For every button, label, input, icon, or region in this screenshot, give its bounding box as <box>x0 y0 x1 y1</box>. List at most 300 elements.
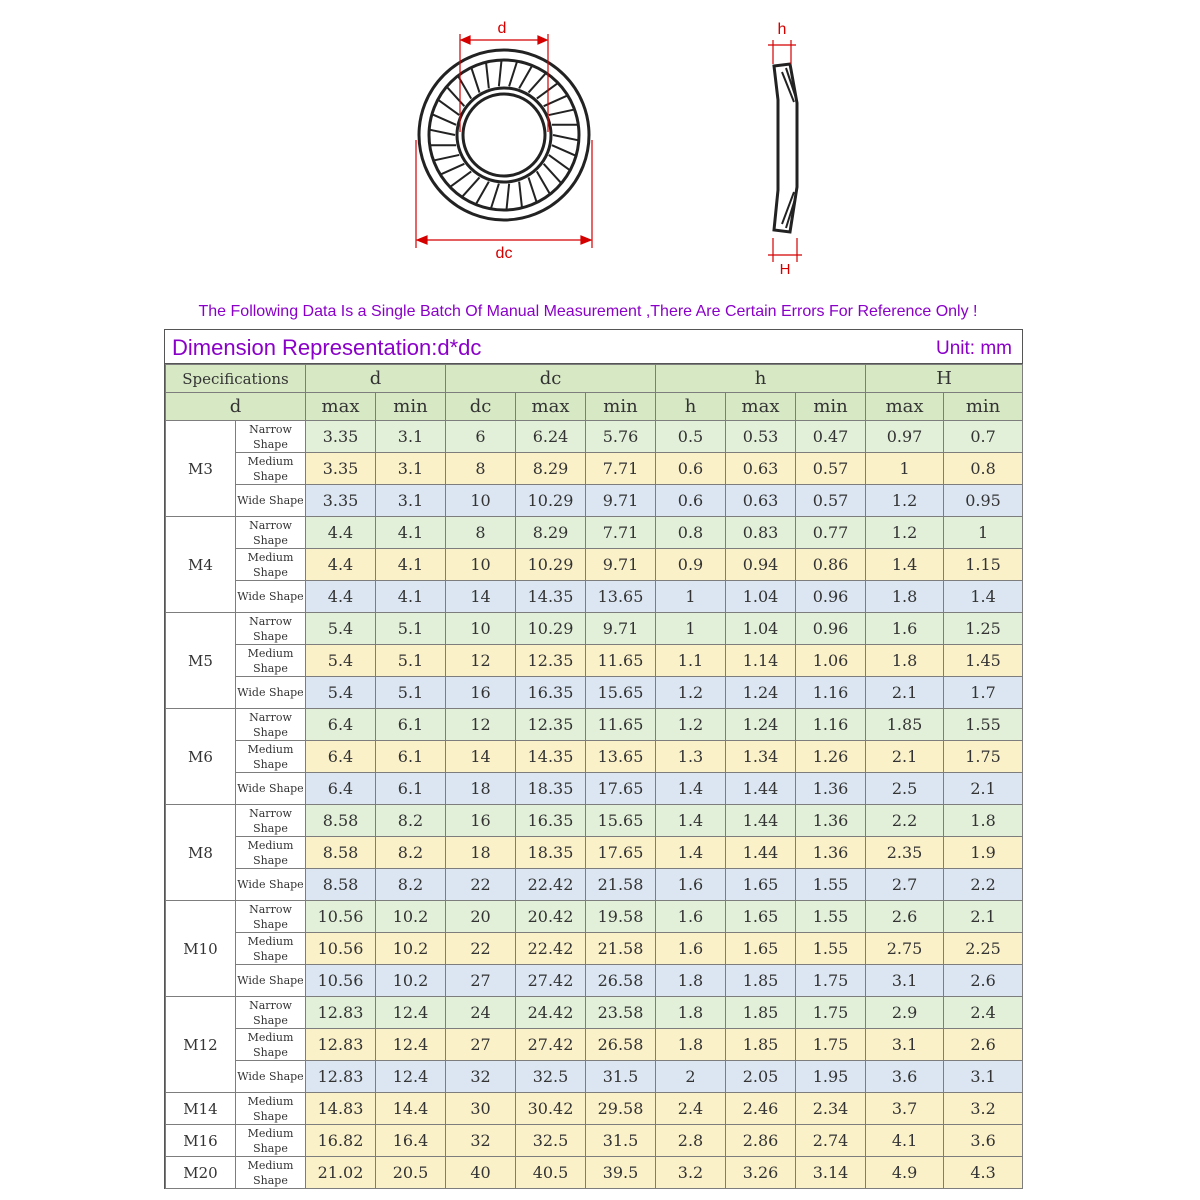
value-cell: 10.56 <box>306 933 376 965</box>
label-d: d <box>497 20 507 37</box>
serration-line <box>472 68 480 92</box>
table-row <box>166 709 1023 741</box>
value-cell: 3.7 <box>866 1093 944 1125</box>
shape-cell: Narrow Shape <box>236 997 306 1029</box>
serration-line <box>507 184 510 209</box>
serration-line <box>529 177 537 201</box>
shape-cell: Medium Shape <box>236 453 306 485</box>
value-cell: 14 <box>446 581 516 613</box>
value-cell: 1.26 <box>796 741 866 773</box>
value-cell: 2.46 <box>726 1093 796 1125</box>
value-cell: 6.4 <box>306 773 376 805</box>
label-H: H <box>779 261 791 278</box>
value-cell: 18 <box>446 773 516 805</box>
value-cell: 17.65 <box>586 837 656 869</box>
table-title-bar <box>165 330 1022 364</box>
value-cell: 1.75 <box>796 1029 866 1061</box>
value-cell: 8.2 <box>376 869 446 901</box>
serration-line <box>519 66 532 88</box>
serration-line <box>439 100 460 115</box>
value-cell: 1 <box>656 581 726 613</box>
value-cell: 6 <box>446 421 516 453</box>
value-cell: 4.4 <box>306 517 376 549</box>
dimension-table <box>165 364 1023 1189</box>
value-cell: 31.5 <box>586 1125 656 1157</box>
value-cell: 5.4 <box>306 677 376 709</box>
serration-line <box>519 182 522 207</box>
value-cell: 1.1 <box>656 645 726 677</box>
value-cell: 2.75 <box>866 933 944 965</box>
value-cell: 2.05 <box>726 1061 796 1093</box>
value-cell: 4.9 <box>866 1157 944 1189</box>
value-cell: 3.35 <box>306 485 376 517</box>
value-cell: 17.65 <box>586 773 656 805</box>
subheader-H-min: min <box>944 393 1023 421</box>
value-cell: 3.1 <box>866 965 944 997</box>
value-cell: 1.36 <box>796 805 866 837</box>
shape-cell: Wide Shape <box>236 581 306 613</box>
table-row <box>166 1061 1023 1093</box>
value-cell: 0.9 <box>656 549 726 581</box>
shape-cell: Medium Shape <box>236 1093 306 1125</box>
value-cell: 2.6 <box>944 965 1023 997</box>
value-cell: 3.35 <box>306 453 376 485</box>
front-view <box>419 50 589 220</box>
serration-line <box>430 130 455 135</box>
table-row <box>166 741 1023 773</box>
value-cell: 1.04 <box>726 613 796 645</box>
value-cell: 4.1 <box>376 581 446 613</box>
value-cell: 2.8 <box>656 1125 726 1157</box>
header-row-1 <box>166 365 1023 393</box>
value-cell: 2.4 <box>944 997 1023 1029</box>
value-cell: 23.58 <box>586 997 656 1029</box>
value-cell: 0.95 <box>944 485 1023 517</box>
value-cell: 1.44 <box>726 837 796 869</box>
value-cell: 1.8 <box>866 645 944 677</box>
value-cell: 1.16 <box>796 709 866 741</box>
dimension-table-panel <box>164 329 1023 1189</box>
value-cell: 3.6 <box>944 1125 1023 1157</box>
value-cell: 12 <box>446 645 516 677</box>
value-cell: 1.75 <box>944 741 1023 773</box>
value-cell: 2.2 <box>866 805 944 837</box>
value-cell: 3.1 <box>944 1061 1023 1093</box>
value-cell: 31.5 <box>586 1061 656 1093</box>
value-cell: 0.63 <box>726 453 796 485</box>
serration-line <box>509 62 517 86</box>
value-cell: 32.5 <box>516 1125 586 1157</box>
size-cell: M4 <box>166 517 236 613</box>
table-row <box>166 773 1023 805</box>
value-cell: 1.85 <box>726 965 796 997</box>
value-cell: 0.96 <box>796 581 866 613</box>
shape-cell: Wide Shape <box>236 1061 306 1093</box>
value-cell: 21.58 <box>586 933 656 965</box>
value-cell: 2 <box>656 1061 726 1093</box>
value-cell: 1.24 <box>726 709 796 741</box>
serration-line <box>486 63 489 88</box>
table-row <box>166 549 1023 581</box>
value-cell: 1.4 <box>944 581 1023 613</box>
value-cell: 1.2 <box>656 677 726 709</box>
shape-cell: Wide Shape <box>236 677 306 709</box>
serration-line <box>553 135 578 140</box>
value-cell: 10 <box>446 485 516 517</box>
serration-line <box>549 110 574 115</box>
value-cell: 11.65 <box>586 645 656 677</box>
value-cell: 1.75 <box>796 965 866 997</box>
value-cell: 24.42 <box>516 997 586 1029</box>
washer-serrations <box>430 61 578 209</box>
value-cell: 19.58 <box>586 901 656 933</box>
value-cell: 5.1 <box>376 677 446 709</box>
value-cell: 16.82 <box>306 1125 376 1157</box>
value-cell: 3.2 <box>656 1157 726 1189</box>
value-cell: 3.2 <box>944 1093 1023 1125</box>
value-cell: 0.57 <box>796 485 866 517</box>
shape-cell: Medium Shape <box>236 837 306 869</box>
value-cell: 1.85 <box>726 1029 796 1061</box>
shape-cell: Medium Shape <box>236 1157 306 1189</box>
value-cell: 27.42 <box>516 965 586 997</box>
serration-line <box>491 184 499 208</box>
value-cell: 1.65 <box>726 901 796 933</box>
serration-line <box>476 182 489 204</box>
serration-line <box>544 96 567 106</box>
value-cell: 14.35 <box>516 581 586 613</box>
value-cell: 12 <box>446 709 516 741</box>
shape-cell: Medium Shape <box>236 1029 306 1061</box>
subheader-dc: dc <box>446 393 516 421</box>
value-cell: 10.56 <box>306 901 376 933</box>
value-cell: 4.4 <box>306 581 376 613</box>
value-cell: 16 <box>446 805 516 837</box>
subheader-dc-max: max <box>516 393 586 421</box>
header-specifications: Specifications <box>166 365 306 393</box>
value-cell: 0.5 <box>656 421 726 453</box>
value-cell: 2.4 <box>656 1093 726 1125</box>
value-cell: 15.65 <box>586 677 656 709</box>
size-cell: M16 <box>166 1125 236 1157</box>
serration-line <box>549 155 570 170</box>
value-cell: 1.65 <box>726 869 796 901</box>
value-cell: 12.4 <box>376 1061 446 1093</box>
table-row <box>166 1029 1023 1061</box>
value-cell: 1.4 <box>656 773 726 805</box>
value-cell: 0.63 <box>726 485 796 517</box>
value-cell: 4.1 <box>376 517 446 549</box>
value-cell: 1.06 <box>796 645 866 677</box>
value-cell: 10.2 <box>376 965 446 997</box>
value-cell: 1.16 <box>796 677 866 709</box>
washer-front-rings <box>419 50 589 220</box>
shape-cell: Medium Shape <box>236 645 306 677</box>
unit-label: Unit: mm <box>936 338 1012 359</box>
value-cell: 1.2 <box>656 709 726 741</box>
label-h: h <box>777 21 787 38</box>
subheader-h: h <box>656 393 726 421</box>
value-cell: 5.76 <box>586 421 656 453</box>
shape-cell: Wide Shape <box>236 773 306 805</box>
value-cell: 1.36 <box>796 837 866 869</box>
value-cell: 6.24 <box>516 421 586 453</box>
value-cell: 12.35 <box>516 645 586 677</box>
value-cell: 6.1 <box>376 741 446 773</box>
value-cell: 14 <box>446 741 516 773</box>
serration-line <box>451 171 471 186</box>
shape-cell: Narrow Shape <box>236 613 306 645</box>
value-cell: 2.74 <box>796 1125 866 1157</box>
value-cell: 5.4 <box>306 645 376 677</box>
shape-cell: Medium Shape <box>236 549 306 581</box>
table-row <box>166 645 1023 677</box>
value-cell: 2.1 <box>944 901 1023 933</box>
value-cell: 27 <box>446 965 516 997</box>
serration-line <box>434 155 459 160</box>
serration-line <box>463 177 480 196</box>
value-cell: 1 <box>656 613 726 645</box>
value-cell: 8 <box>446 453 516 485</box>
subheader-d-min: min <box>376 393 446 421</box>
size-cell: M12 <box>166 997 236 1093</box>
value-cell: 13.65 <box>586 581 656 613</box>
value-cell: 12.83 <box>306 1029 376 1061</box>
value-cell: 1.9 <box>944 837 1023 869</box>
value-cell: 3.1 <box>376 485 446 517</box>
value-cell: 8.58 <box>306 869 376 901</box>
value-cell: 2.1 <box>866 677 944 709</box>
value-cell: 3.26 <box>726 1157 796 1189</box>
size-cell: M14 <box>166 1093 236 1125</box>
value-cell: 0.47 <box>796 421 866 453</box>
value-cell: 0.53 <box>726 421 796 453</box>
value-cell: 1.6 <box>866 613 944 645</box>
table-row <box>166 517 1023 549</box>
size-cell: M8 <box>166 805 236 901</box>
header-H: H <box>866 365 1023 393</box>
value-cell: 14.35 <box>516 741 586 773</box>
value-cell: 22.42 <box>516 869 586 901</box>
shape-cell: Medium Shape <box>236 933 306 965</box>
value-cell: 1.7 <box>944 677 1023 709</box>
value-cell: 12.83 <box>306 997 376 1029</box>
value-cell: 0.8 <box>656 517 726 549</box>
value-cell: 1.8 <box>656 997 726 1029</box>
value-cell: 0.77 <box>796 517 866 549</box>
table-row <box>166 581 1023 613</box>
subheader-d-max: max <box>306 393 376 421</box>
value-cell: 1.36 <box>796 773 866 805</box>
value-cell: 1.85 <box>866 709 944 741</box>
value-cell: 16.4 <box>376 1125 446 1157</box>
value-cell: 1.44 <box>726 773 796 805</box>
value-cell: 3.14 <box>796 1157 866 1189</box>
value-cell: 1 <box>866 453 944 485</box>
value-cell: 15.65 <box>586 805 656 837</box>
value-cell: 3.1 <box>376 453 446 485</box>
value-cell: 10 <box>446 613 516 645</box>
value-cell: 20.5 <box>376 1157 446 1189</box>
value-cell: 4.1 <box>866 1125 944 1157</box>
value-cell: 1.55 <box>796 869 866 901</box>
shape-cell: Wide Shape <box>236 965 306 997</box>
value-cell: 20 <box>446 901 516 933</box>
value-cell: 0.94 <box>726 549 796 581</box>
value-cell: 11.65 <box>586 709 656 741</box>
header-h: h <box>656 365 866 393</box>
value-cell: 1.14 <box>726 645 796 677</box>
value-cell: 1.15 <box>944 549 1023 581</box>
value-cell: 8.29 <box>516 517 586 549</box>
value-cell: 18.35 <box>516 837 586 869</box>
value-cell: 2.1 <box>944 773 1023 805</box>
subheader-h-min: min <box>796 393 866 421</box>
value-cell: 9.71 <box>586 549 656 581</box>
value-cell: 2.2 <box>944 869 1023 901</box>
value-cell: 1.6 <box>656 869 726 901</box>
value-cell: 40 <box>446 1157 516 1189</box>
table-row <box>166 805 1023 837</box>
value-cell: 10.29 <box>516 485 586 517</box>
value-cell: 1.45 <box>944 645 1023 677</box>
value-cell: 26.58 <box>586 1029 656 1061</box>
table-title: Dimension Representation:d*dc <box>172 335 482 360</box>
value-cell: 5.1 <box>376 613 446 645</box>
value-cell: 32.5 <box>516 1061 586 1093</box>
value-cell: 6.4 <box>306 709 376 741</box>
serration-line <box>537 84 557 99</box>
value-cell: 16 <box>446 677 516 709</box>
value-cell: 8.58 <box>306 805 376 837</box>
shape-cell: Narrow Shape <box>236 421 306 453</box>
value-cell: 2.25 <box>944 933 1023 965</box>
value-cell: 8.58 <box>306 837 376 869</box>
value-cell: 4.4 <box>306 549 376 581</box>
value-cell: 2.9 <box>866 997 944 1029</box>
shape-cell: Narrow Shape <box>236 517 306 549</box>
value-cell: 2.7 <box>866 869 944 901</box>
value-cell: 1.65 <box>726 933 796 965</box>
value-cell: 5.4 <box>306 613 376 645</box>
value-cell: 6.4 <box>306 741 376 773</box>
value-cell: 39.5 <box>586 1157 656 1189</box>
value-cell: 8.2 <box>376 837 446 869</box>
value-cell: 4.1 <box>376 549 446 581</box>
value-cell: 12.83 <box>306 1061 376 1093</box>
value-cell: 1.4 <box>656 805 726 837</box>
value-cell: 12.4 <box>376 997 446 1029</box>
value-cell: 29.58 <box>586 1093 656 1125</box>
value-cell: 3.6 <box>866 1061 944 1093</box>
washer-drawing <box>0 0 1200 300</box>
value-cell: 2.86 <box>726 1125 796 1157</box>
value-cell: 1.85 <box>726 997 796 1029</box>
value-cell: 0.97 <box>866 421 944 453</box>
side-view <box>774 64 797 232</box>
subheader-dc-min: min <box>586 393 656 421</box>
serration-line <box>537 171 550 193</box>
table-row <box>166 1125 1023 1157</box>
table-row <box>166 453 1023 485</box>
value-cell: 3.1 <box>866 1029 944 1061</box>
value-cell: 1.34 <box>726 741 796 773</box>
table-body <box>166 421 1023 1189</box>
table-row <box>166 677 1023 709</box>
value-cell: 2.6 <box>944 1029 1023 1061</box>
table-row <box>166 1157 1023 1189</box>
value-cell: 10.56 <box>306 965 376 997</box>
value-cell: 12.4 <box>376 1029 446 1061</box>
value-cell: 0.57 <box>796 453 866 485</box>
header-dc: dc <box>446 365 656 393</box>
value-cell: 6.1 <box>376 773 446 805</box>
serration-line <box>441 164 464 174</box>
value-cell: 7.71 <box>586 517 656 549</box>
table-row <box>166 933 1023 965</box>
value-cell: 16.35 <box>516 677 586 709</box>
value-cell: 22.42 <box>516 933 586 965</box>
serration-line <box>433 115 456 125</box>
value-cell: 30 <box>446 1093 516 1125</box>
label-dc: dc <box>495 245 513 262</box>
value-cell: 1.8 <box>866 581 944 613</box>
value-cell: 1.8 <box>656 965 726 997</box>
value-cell: 27 <box>446 1029 516 1061</box>
serration-line <box>552 145 575 155</box>
table-row <box>166 613 1023 645</box>
value-cell: 5.1 <box>376 645 446 677</box>
value-cell: 8.2 <box>376 805 446 837</box>
shape-cell: Narrow Shape <box>236 709 306 741</box>
value-cell: 1.4 <box>866 549 944 581</box>
value-cell: 21.58 <box>586 869 656 901</box>
size-cell: M5 <box>166 613 236 709</box>
value-cell: 8 <box>446 517 516 549</box>
value-cell: 1.8 <box>656 1029 726 1061</box>
value-cell: 9.71 <box>586 613 656 645</box>
value-cell: 1.4 <box>656 837 726 869</box>
size-cell: M3 <box>166 421 236 517</box>
value-cell: 2.35 <box>866 837 944 869</box>
value-cell: 1.25 <box>944 613 1023 645</box>
value-cell: 1.24 <box>726 677 796 709</box>
value-cell: 32 <box>446 1125 516 1157</box>
value-cell: 2.5 <box>866 773 944 805</box>
value-cell: 13.65 <box>586 741 656 773</box>
table-row <box>166 965 1023 997</box>
table-row <box>166 837 1023 869</box>
header-row-2 <box>166 393 1023 421</box>
table-row <box>166 485 1023 517</box>
value-cell: 2.6 <box>866 901 944 933</box>
value-cell: 0.96 <box>796 613 866 645</box>
value-cell: 9.71 <box>586 485 656 517</box>
shape-cell: Narrow Shape <box>236 901 306 933</box>
value-cell: 10.29 <box>516 613 586 645</box>
value-cell: 6.1 <box>376 709 446 741</box>
value-cell: 0.7 <box>944 421 1023 453</box>
value-cell: 21.02 <box>306 1157 376 1189</box>
value-cell: 24 <box>446 997 516 1029</box>
size-cell: M10 <box>166 901 236 997</box>
value-cell: 0.6 <box>656 485 726 517</box>
shape-cell: Medium Shape <box>236 1125 306 1157</box>
subheader-h-max: max <box>726 393 796 421</box>
value-cell: 0.86 <box>796 549 866 581</box>
value-cell: 1.04 <box>726 581 796 613</box>
value-cell: 0.6 <box>656 453 726 485</box>
